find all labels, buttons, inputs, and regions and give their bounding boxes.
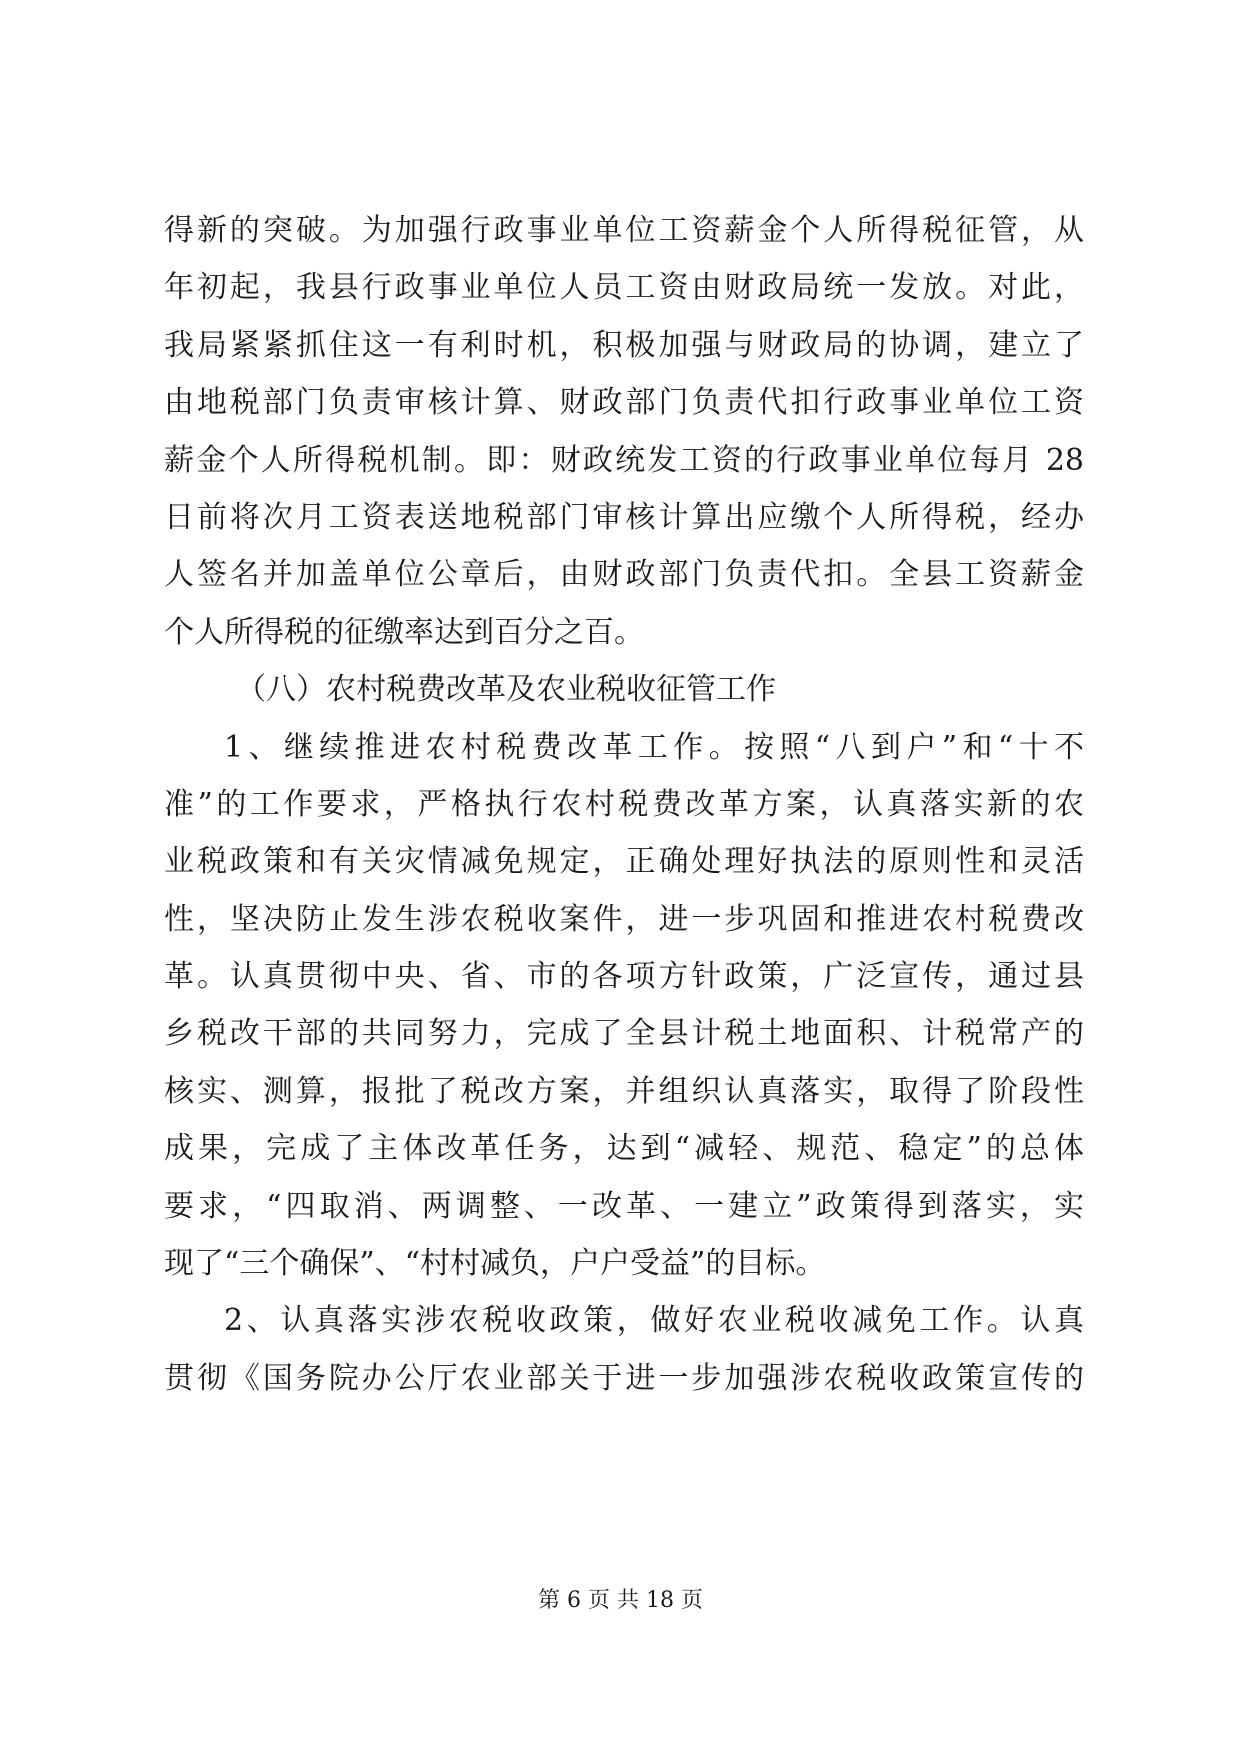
body-line: 要求，“四取消、两调整、一改革、一建立”政策得到落实，实	[164, 1188, 1084, 1224]
body-line: 成果，完成了主体改革任务，达到“减轻、规范、稳定”的总体	[164, 1131, 1084, 1167]
body-line: 年初起，我县行政事业单位人员工资由财政局统一发放。对此，	[164, 270, 1084, 306]
body-line: 性，坚决防止发生涉农税收案件，进一步巩固和推进农村税费改	[164, 901, 1084, 937]
body-line: 准”的工作要求，严格执行农村税费改革方案，认真落实新的农	[164, 786, 1084, 822]
paragraph-first-line: 1、继续推进农村税费改革工作。按照“八到户”和“十不	[224, 729, 1084, 765]
paragraph-first-line: 2、认真落实涉农税收政策，做好农业税收减免工作。认真	[224, 1303, 1084, 1339]
body-line: 薪金个人所得税机制。即：财政统发工资的行政事业单位每月 28	[164, 442, 1084, 478]
body-line: 由地税部门负责审核计算、财政部门负责代扣行政事业单位工资	[164, 385, 1084, 421]
body-line: 业税政策和有关灾情减免规定，正确处理好执法的原则性和灵活	[164, 844, 1084, 880]
body-line: 日前将次月工资表送地税部门审核计算出应缴个人所得税，经办	[164, 499, 1084, 535]
body-line: 革。认真贯彻中央、省、市的各项方针政策，广泛宣传，通过县	[164, 959, 1084, 995]
body-line: 我局紧紧抓住这一有利时机，积极加强与财政局的协调，建立了	[164, 327, 1084, 363]
body-line: 现了“三个确保”、“村村减负，户户受益”的目标。	[164, 1246, 826, 1282]
body-line: 贯彻《国务院办公厅农业部关于进一步加强涉农税收政策宣传的	[164, 1360, 1084, 1396]
page-number-footer: 第 6 页 共 18 页	[538, 1588, 703, 1613]
body-line: 个人所得税的征缴率达到百分之百。	[164, 614, 644, 650]
section-heading: （八）农村税费改革及农业税收征管工作	[236, 672, 776, 708]
body-line: 乡税改干部的共同努力，完成了全县计税土地面积、计税常产的	[164, 1016, 1084, 1052]
body-line: 得新的突破。为加强行政事业单位工资薪金个人所得税征管，从	[164, 213, 1084, 248]
body-line: 核实、测算，报批了税改方案，并组织认真落实，取得了阶段性	[164, 1073, 1084, 1109]
document-body	[164, 202, 1084, 1407]
body-line: 人签名并加盖单位公章后，由财政部门负责代扣。全县工资薪金	[164, 557, 1084, 593]
